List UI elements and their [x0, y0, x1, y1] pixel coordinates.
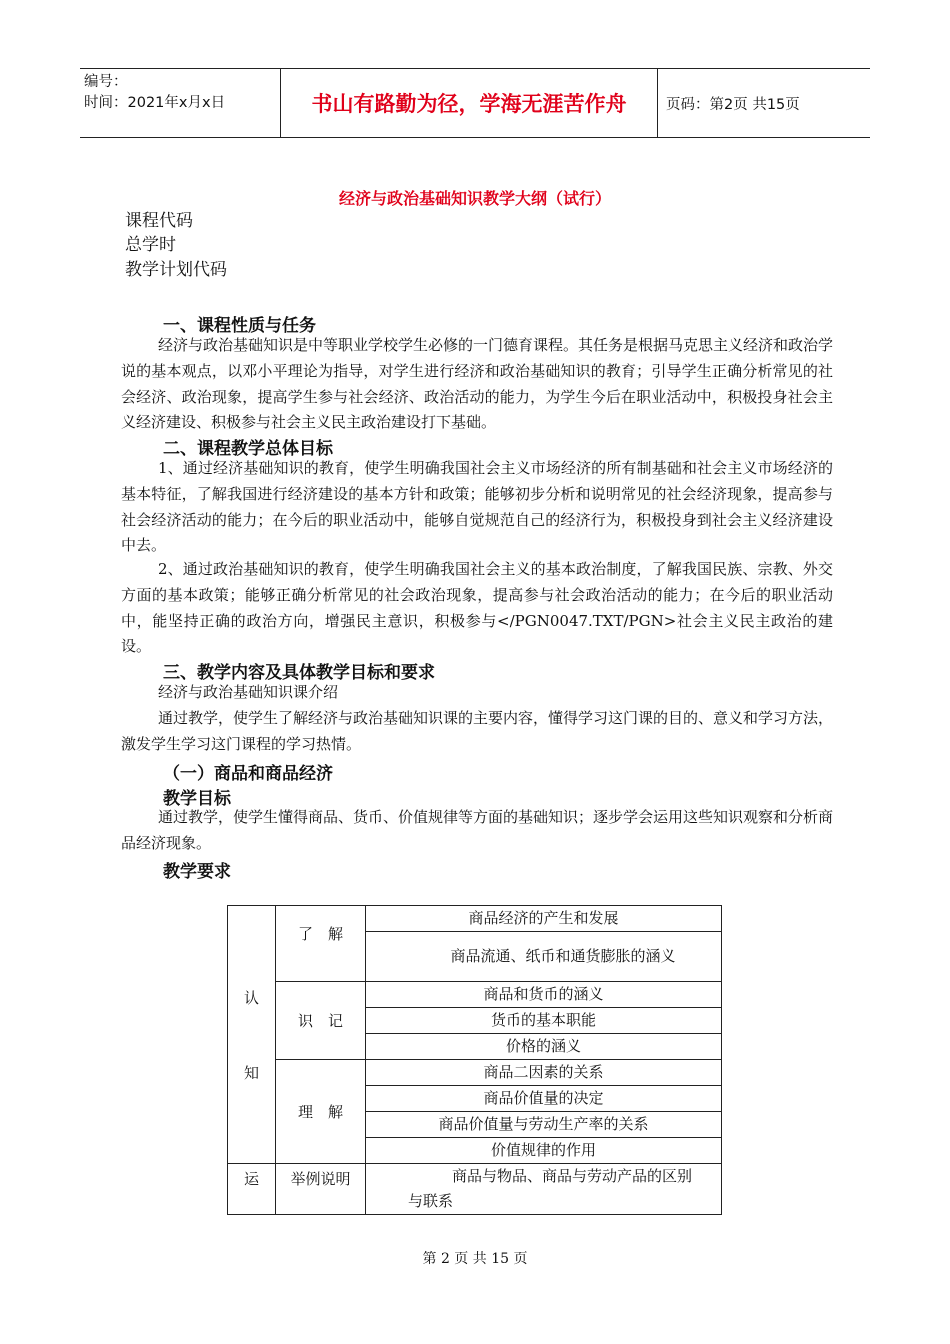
plan-code: 教学计划代码 — [125, 260, 227, 280]
section-3-heading: 三、教学内容及具体教学目标和要求 — [163, 663, 435, 683]
requirements-table — [227, 905, 722, 1215]
section-2-heading: 二、课程教学总体目标 — [163, 439, 333, 459]
header-motto: 书山有路勤为径，学海无涯苦作舟 — [280, 69, 658, 137]
header-page-info: 页码：第2页 共15页 — [666, 96, 800, 113]
table-row — [366, 1164, 722, 1215]
goal-heading: 教学目标 — [163, 789, 231, 809]
table-row: 价格的涵义 — [366, 1034, 722, 1060]
table-row: 价值规律的作用 — [366, 1138, 722, 1164]
category-cognition-char-2: 知 — [243, 1063, 259, 1082]
level-comprehend — [276, 1060, 366, 1164]
section-1-heading: 一、课程性质与任务 — [163, 316, 316, 336]
page-footer: 第 2 页 共 15 页 — [422, 1251, 528, 1267]
category-cognition-char-1: 认 — [243, 988, 259, 1007]
category-cognition — [228, 906, 276, 1164]
header-number: 编号： — [84, 74, 128, 90]
table-row-text: 商品流通、纸币和通货膨胀的涵义 — [450, 947, 676, 965]
section-2-paragraph-1: 1、通过经济基础知识的教育，使学生明确我国社会主义市场经济的所有制基础和社会主义市场经济的基本特征，了解我国进行经济建设的基本方针和政策；能够初步分析和说明常见的社会经济现象，提高参与社会经济活动的能力；在今后的职业活动中，能够自觉规范自己的经济行为，积极投身到社会主义经济建设中去。 — [121, 459, 833, 555]
section-1-paragraph: 经济与政治基础知识是中等职业学校学生必修的一门德育课程。其任务是根据马克思主义经济和政治学说的基本观点，以邓小平理论为指导，对学生进行经济和政治基础知识的教育；引导学生正确分析常见的社会经济、政治现象，提高学生参与社会经济、政治活动的能力，为学生今后在职业活动中，积极投身社会主义经济建设、积极参与社会主义民主政治建设打下基础。 — [121, 336, 834, 432]
table-row: 商品价值量的决定 — [366, 1086, 722, 1112]
section-3-paragraph: 通过教学，使学生了解经济与政治基础知识课的主要内容，懂得学习这门课的目的、意义和学习方法，激发学生学习这门课程的学习热情。 — [121, 709, 834, 753]
table-row-text: 商品与物品、商品与劳动产品的区别与联系 — [408, 1167, 693, 1210]
level-example: 举例说明 — [276, 1164, 366, 1215]
level-remember-label: 识 记 — [297, 1012, 343, 1030]
table-row — [366, 932, 722, 982]
course-code: 课程代码 — [125, 211, 193, 231]
level-comprehend-label: 理 解 — [297, 1103, 343, 1121]
table-row: 商品经济的产生和发展 — [366, 906, 722, 932]
header-meta — [80, 69, 280, 137]
level-understand — [276, 906, 366, 982]
subsection-1-heading: （一）商品和商品经济 — [163, 764, 333, 784]
level-remember — [276, 982, 366, 1060]
section-2-paragraph-2: 2、通过政治基础知识的教育，使学生明确我国社会主义的基本政治制度，了解我国民族、宗教、外交方面的基本政策；能够正确分析常见的社会政治现象，提高参与社会政治活动的能力；在今后的职业活动中，能坚持正确的政治方向，增强民主意识，积极参与</PGN0047.TXT/PGN>社会主义民主政治的建设。 — [121, 560, 833, 656]
table-row: 货币的基本职能 — [366, 1008, 722, 1034]
level-understand-label: 了 解 — [297, 925, 343, 943]
table-row: 商品和货币的涵义 — [366, 982, 722, 1008]
table-row: 商品二因素的关系 — [366, 1060, 722, 1086]
table-row: 商品价值量与劳动生产率的关系 — [366, 1112, 722, 1138]
section-3-intro: 经济与政治基础知识课介绍 — [158, 683, 339, 701]
requirements-heading: 教学要求 — [163, 862, 231, 882]
category-apply: 运 — [228, 1164, 276, 1215]
document-title: 经济与政治基础知识教学大纲（试行） — [338, 189, 611, 208]
total-hours: 总学时 — [125, 235, 176, 255]
goal-paragraph: 通过教学，使学生懂得商品、货币、价值规律等方面的基础知识；逐步学会运用这些知识观察和分析商品经济现象。 — [121, 808, 834, 852]
page-header — [80, 68, 870, 138]
header-time: 时间：2021年x月x日 — [84, 95, 226, 111]
